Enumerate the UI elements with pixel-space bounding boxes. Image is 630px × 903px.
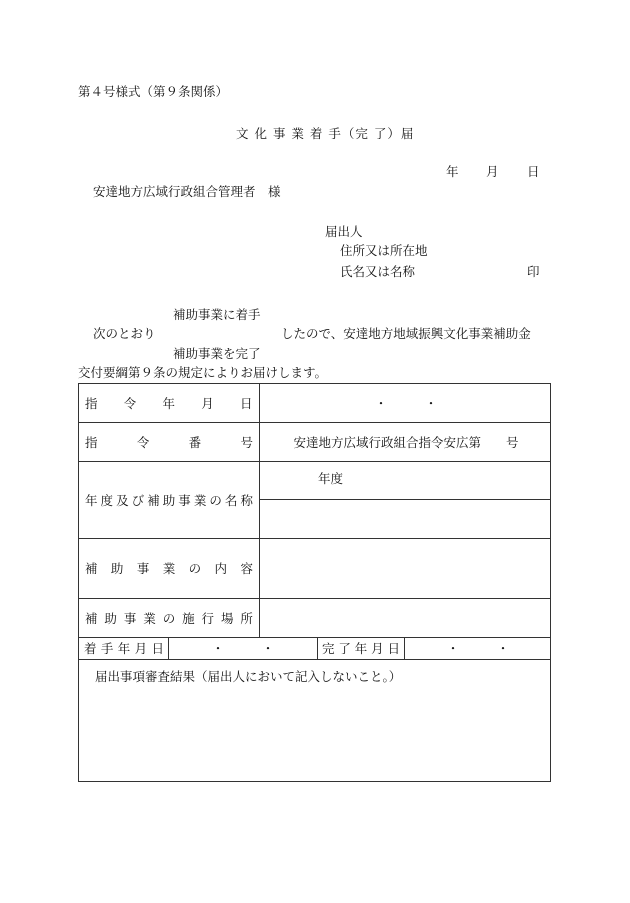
page-title: 文 化 事 業 着 手（完 了）届	[236, 126, 415, 141]
label-char: 容	[240, 561, 253, 576]
label-char: の	[209, 492, 222, 508]
label-char: 日	[387, 641, 400, 656]
label-char: 称	[240, 492, 253, 508]
label-char: 番	[188, 434, 202, 450]
label-char: 指	[85, 434, 98, 450]
label-char: 場	[220, 610, 234, 626]
label-char: 業	[162, 561, 176, 576]
directive-no-value[interactable]	[260, 422, 552, 461]
label-char: 令	[123, 396, 137, 411]
label-char: 月	[134, 641, 148, 656]
start-date-text: ・ ・	[211, 641, 275, 656]
complete-date-label	[322, 637, 400, 659]
label-char: 令	[136, 434, 150, 450]
label-char: 年	[85, 492, 98, 508]
label-char: 日	[239, 396, 253, 411]
review-field[interactable]	[79, 687, 550, 781]
label-char: 行	[201, 610, 215, 626]
label-char: 度	[100, 492, 114, 508]
label-char: 日	[151, 641, 164, 656]
body-line-2: 交付要綱第９条の規定によりお届けします。	[78, 365, 328, 380]
directive-no-text: 安達地方広域行政組合指令安広第 号	[293, 434, 519, 450]
name-label: 氏名又は名称	[340, 264, 416, 279]
report-table	[78, 383, 551, 782]
form-number: 第４号様式（第９条関係）	[78, 84, 229, 99]
label-char: 補	[85, 610, 98, 626]
start-date-label	[84, 637, 164, 659]
label-char: 補	[147, 492, 160, 508]
addressee: 安達地方広域行政組合管理者 様	[93, 184, 281, 199]
body-prefix: 次のとおり	[93, 326, 156, 341]
complete-date-field[interactable]	[405, 637, 551, 659]
address-label: 住所又は所在地	[340, 243, 428, 258]
label-char: 完	[322, 641, 335, 656]
start-date-field[interactable]	[169, 637, 317, 659]
content-label	[85, 538, 253, 598]
fiscal-year-label: 年度	[318, 471, 344, 486]
fiscal-year-field[interactable]	[260, 461, 552, 499]
label-char: 補	[85, 561, 98, 576]
label-char: 内	[214, 561, 228, 576]
label-char: 月	[201, 396, 215, 411]
label-char: 及	[116, 492, 129, 508]
date-month-label: 月	[486, 164, 499, 179]
label-char: 了	[338, 641, 351, 656]
label-char: 手	[100, 641, 114, 656]
location-label	[85, 598, 253, 637]
label-chars	[85, 559, 253, 577]
date-day-label: 日	[527, 164, 540, 179]
directive-date-value[interactable]	[260, 384, 552, 422]
label-char: の	[162, 610, 176, 626]
option-complete: 補助事業を完了	[173, 346, 261, 361]
label-char: 業	[193, 492, 207, 508]
applicant-label: 届出人	[325, 224, 363, 239]
project-name-label	[85, 461, 253, 538]
label-char: 助	[162, 492, 176, 508]
label-char: 施	[182, 610, 195, 626]
review-label: 届出事項審査結果（届出人において記入しないこと。）	[95, 669, 402, 684]
label-chars	[85, 394, 253, 412]
label-chars	[84, 639, 164, 657]
label-chars	[322, 639, 400, 657]
label-char: 所	[240, 610, 253, 626]
label-char: 事	[123, 610, 137, 626]
label-char: 業	[143, 610, 156, 626]
label-chars	[85, 491, 253, 509]
label-char: 事	[178, 492, 191, 508]
label-char: 年	[162, 396, 176, 411]
project-name-field[interactable]	[260, 499, 552, 538]
body-suffix: したので、安達地方地域振興文化事業補助金	[281, 326, 531, 341]
label-char: 名	[224, 492, 238, 508]
label-char: 着	[84, 641, 97, 656]
label-char: 助	[110, 561, 124, 576]
label-char: 年	[117, 641, 131, 656]
label-char: 年	[354, 641, 368, 656]
label-chars	[85, 609, 253, 627]
option-start: 補助事業に着手	[173, 307, 261, 322]
complete-date-text: ・ ・	[446, 641, 510, 656]
directive-date-label	[85, 384, 253, 422]
label-char: の	[188, 561, 202, 576]
date-year-label: 年	[446, 164, 459, 179]
label-char: 月	[371, 641, 384, 656]
content-field[interactable]	[260, 538, 552, 598]
directive-no-label	[85, 422, 253, 461]
label-char: び	[131, 492, 145, 508]
label-char: 助	[104, 610, 117, 626]
seal-mark: 印	[527, 264, 540, 279]
label-chars	[85, 433, 253, 451]
label-char: 指	[85, 396, 99, 411]
label-char: 号	[240, 434, 253, 450]
location-field[interactable]	[260, 598, 552, 637]
label-char: 事	[136, 561, 150, 576]
directive-date-text: ・ ・	[374, 396, 438, 411]
